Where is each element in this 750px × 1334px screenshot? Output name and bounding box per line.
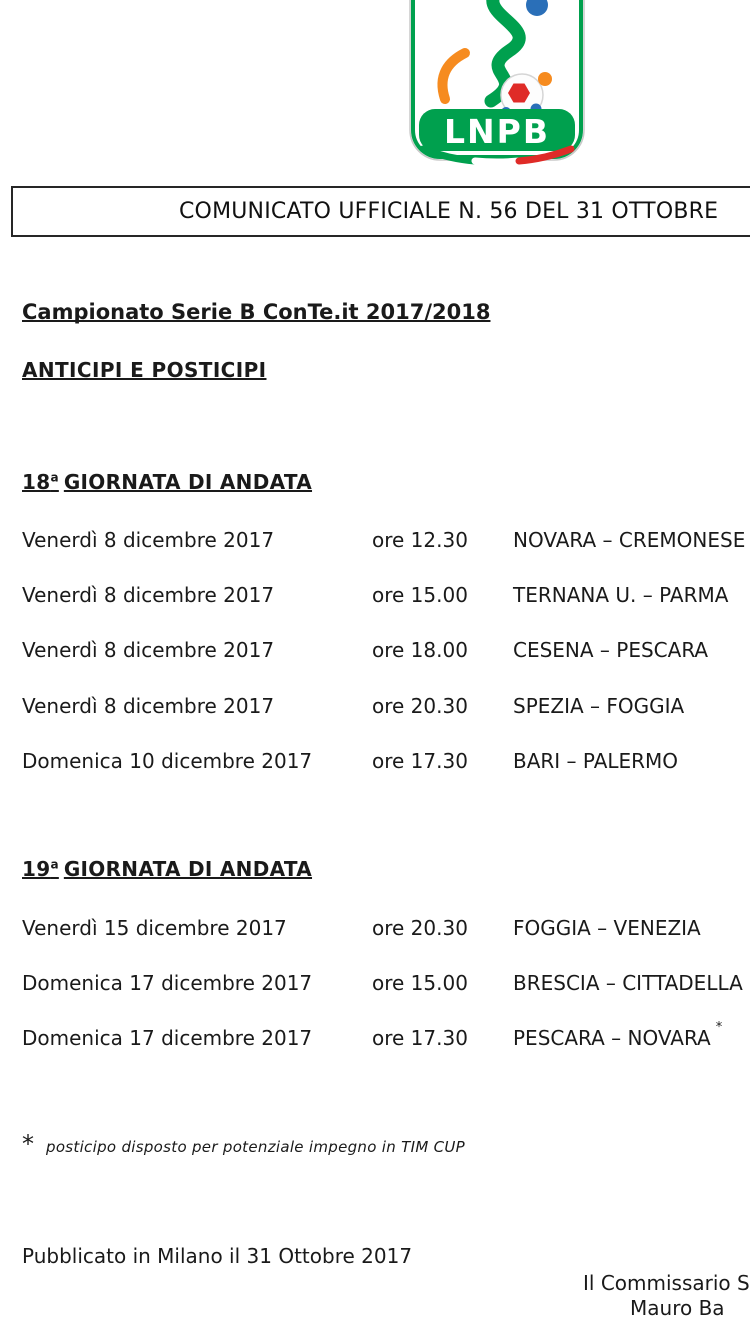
match-date: Venerdì 8 dicembre 2017 xyxy=(22,583,275,607)
match-teams: BARI – PALERMO xyxy=(513,749,679,773)
match-teams: BRESCIA – CITTADELLA xyxy=(513,971,743,995)
match-date: Venerdì 8 dicembre 2017 xyxy=(22,638,275,662)
footnote-asterisk: * xyxy=(22,1130,34,1158)
logo-orange-dot xyxy=(538,72,552,86)
competition-title: Campionato Serie B ConTe.it 2017/2018 xyxy=(22,300,491,324)
footnote xyxy=(22,1130,465,1158)
match-time: ore 20.30 xyxy=(372,916,468,940)
comunicato-header-box xyxy=(11,186,750,237)
footnote-text: posticipo disposto per potenziale impegno in TIM CUP xyxy=(46,1138,466,1156)
tricolor-white xyxy=(475,161,519,162)
match-row xyxy=(22,1020,750,1052)
section-label: ANTICIPI E POSTICIPI xyxy=(22,358,267,382)
giornata-label: GIORNATA DI ANDATA xyxy=(63,470,313,494)
signature-name: Mauro Ba xyxy=(630,1296,725,1320)
match-time: ore 20.30 xyxy=(372,694,468,718)
match-date: Domenica 17 dicembre 2017 xyxy=(22,971,313,995)
giornata-number: 19 xyxy=(22,857,51,881)
giornata-19-heading xyxy=(22,857,312,881)
giornata-18-heading xyxy=(22,470,312,494)
match-row xyxy=(22,583,750,609)
match-row xyxy=(22,528,750,554)
match-date: Venerdì 15 dicembre 2017 xyxy=(22,916,287,940)
match-time: ore 17.30 xyxy=(372,749,468,773)
match-time: ore 17.30 xyxy=(372,1026,468,1050)
published-line: Pubblicato in Milano il 31 Ottobre 2017 xyxy=(22,1244,413,1268)
match-row xyxy=(22,971,750,997)
match-teams: NOVARA – CREMONESE xyxy=(513,528,746,552)
lnpb-logo xyxy=(409,0,585,167)
comunicato-title: COMUNICATO UFFICIALE N. 56 DEL 31 OTTOBRE xyxy=(179,199,719,224)
match-row xyxy=(22,749,750,775)
match-time: ore 15.00 xyxy=(372,583,468,607)
match-teams: PESCARA – NOVARA * xyxy=(513,1020,723,1050)
match-teams: CESENA – PESCARA xyxy=(513,638,709,662)
match-row xyxy=(22,694,750,720)
match-time: ore 12.30 xyxy=(372,528,468,552)
match-date: Venerdì 8 dicembre 2017 xyxy=(22,694,275,718)
match-teams: SPEZIA – FOGGIA xyxy=(513,694,685,718)
signature-role: Il Commissario S xyxy=(583,1271,750,1295)
giornata-ordinal: a xyxy=(50,470,59,485)
match-date: Venerdì 8 dicembre 2017 xyxy=(22,528,275,552)
match-time: ore 18.00 xyxy=(372,638,468,662)
giornata-label: GIORNATA DI ANDATA xyxy=(63,857,313,881)
match-row xyxy=(22,916,750,942)
match-date: Domenica 10 dicembre 2017 xyxy=(22,749,313,773)
giornata-number: 18 xyxy=(22,470,51,494)
match-row xyxy=(22,638,750,664)
match-teams: FOGGIA – VENEZIA xyxy=(513,916,701,940)
logo-wordmark: LNPB xyxy=(444,112,550,151)
match-time: ore 15.00 xyxy=(372,971,468,995)
match-date: Domenica 17 dicembre 2017 xyxy=(22,1026,313,1050)
match-teams: TERNANA U. – PARMA xyxy=(513,583,729,607)
giornata-ordinal: a xyxy=(50,857,59,872)
